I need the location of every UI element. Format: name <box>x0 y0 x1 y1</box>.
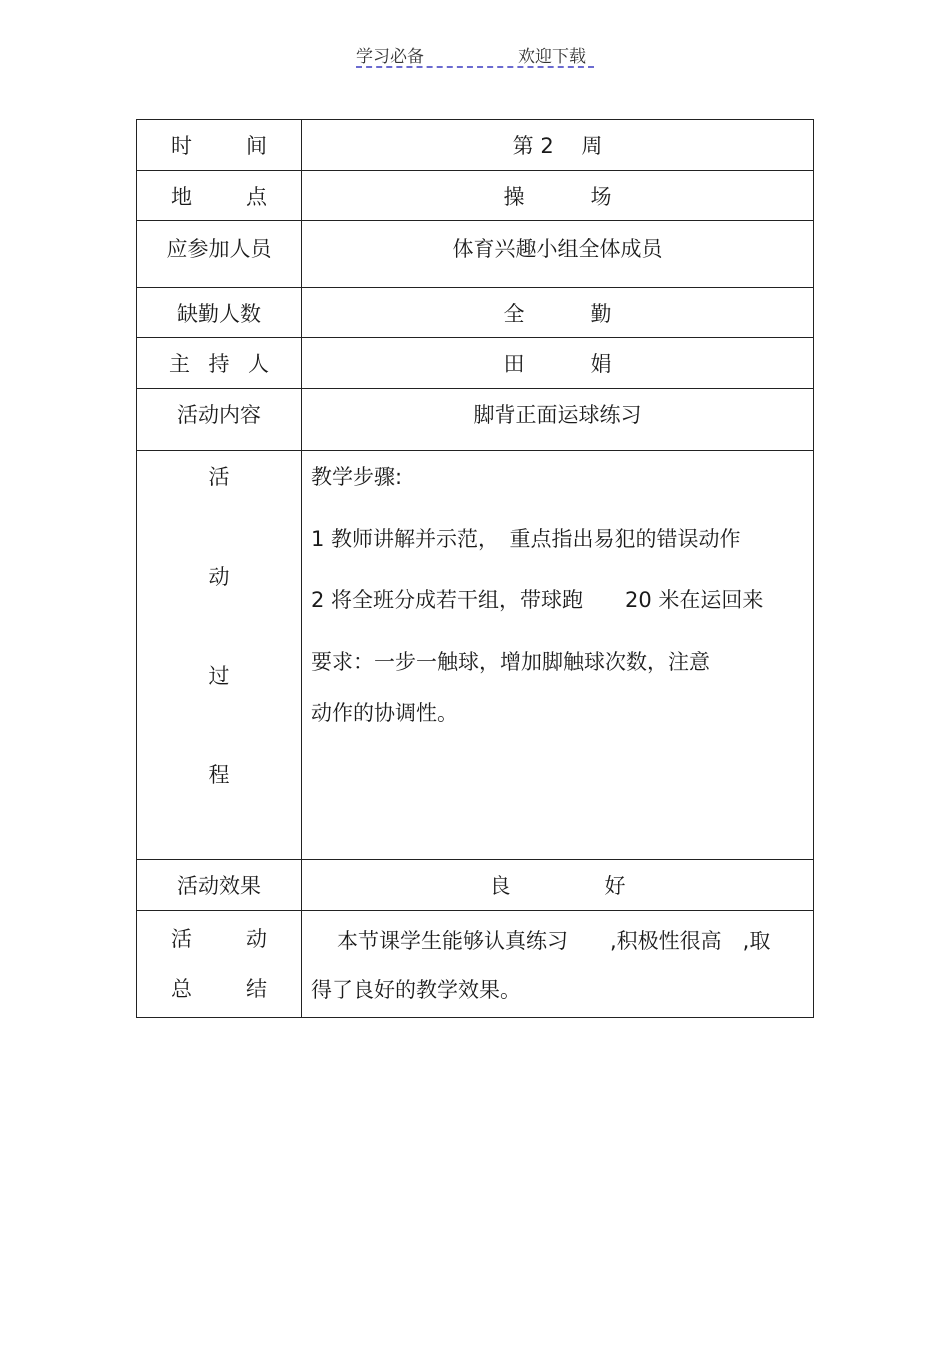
value-content <box>302 389 814 451</box>
activity-record-table <box>136 119 814 1018</box>
row-effect <box>137 860 814 911</box>
row-host <box>137 338 814 389</box>
label-absent <box>137 288 302 338</box>
label-time <box>137 120 302 171</box>
label-participants <box>137 221 302 288</box>
label-content-text: 活动内容 <box>177 403 261 427</box>
label-place <box>137 171 302 221</box>
label-place-char-2: 点 <box>246 184 267 209</box>
label-host-char-2: 持 <box>208 352 230 376</box>
label-host-char-3: 人 <box>248 352 269 376</box>
process-line-2: 1 教师讲解并示范， 重点指出易犯的错误动作 <box>311 527 741 551</box>
value-participants-text: 体育兴趣小组全体成员 <box>452 237 663 261</box>
value-host-char-2: 娟 <box>590 352 612 376</box>
label-process-char-1: 活 <box>208 465 230 489</box>
label-summary-char-4: 结 <box>246 977 267 1001</box>
header-left-text: 学习必备 <box>356 47 424 67</box>
label-absent-text: 缺勤人数 <box>177 301 261 326</box>
summary-line-2: 得了良好的教学效果。 <box>311 978 521 1002</box>
row-process <box>137 451 814 860</box>
label-process-char-4: 程 <box>208 763 230 787</box>
label-time-char-1: 时 <box>171 134 192 158</box>
value-place-char-2: 场 <box>590 184 612 209</box>
label-summary-char-3: 总 <box>171 977 192 1001</box>
process-line-3: 2 将全班分成若干组，带球跑 20 米在运回来 <box>311 588 764 612</box>
value-absent-char-1: 全 <box>503 301 525 326</box>
label-effect-text: 活动效果 <box>177 874 261 898</box>
process-line-4: 要求：一步一触球，增加脚触球次数，注意 <box>311 650 710 674</box>
row-time <box>137 120 814 171</box>
row-summary <box>137 911 814 1018</box>
label-process-char-3: 过 <box>208 664 230 688</box>
page-header <box>356 40 594 68</box>
value-process <box>302 451 814 860</box>
value-absent <box>302 288 814 338</box>
row-absent <box>137 288 814 338</box>
process-line-5: 动作的协调性。 <box>311 701 458 725</box>
value-effect <box>302 860 814 911</box>
label-content <box>137 389 302 451</box>
value-host-char-1: 田 <box>503 352 525 376</box>
label-time-char-2: 间 <box>246 134 267 158</box>
value-participants <box>302 221 814 288</box>
label-participants-text: 应参加人员 <box>166 237 272 261</box>
row-place <box>137 171 814 221</box>
row-content <box>137 389 814 451</box>
row-participants <box>137 221 814 288</box>
header-right-text: 欢迎下载 <box>518 47 586 67</box>
label-effect <box>137 860 302 911</box>
label-process-char-2: 动 <box>208 565 230 589</box>
label-host <box>137 338 302 389</box>
label-summary-char-1: 活 <box>171 927 192 951</box>
summary-line-1: 本节课学生能够认真练习 ,积极性很高 ,取 <box>316 929 771 953</box>
value-time <box>302 120 814 171</box>
value-place-char-1: 操 <box>503 184 525 209</box>
value-effect-char-2: 好 <box>604 874 626 898</box>
value-content-text: 脚背正面运球练习 <box>473 403 642 427</box>
value-place <box>302 171 814 221</box>
label-place-char-1: 地 <box>171 184 192 209</box>
value-effect-char-1: 良 <box>489 874 511 898</box>
label-summary-char-2: 动 <box>246 927 267 951</box>
label-summary <box>137 911 302 1018</box>
process-line-1: 教学步骤: <box>311 465 403 489</box>
value-time-text: 第 2 周 <box>512 134 603 158</box>
label-process <box>137 451 302 860</box>
value-absent-char-2: 勤 <box>590 301 612 326</box>
value-host <box>302 338 814 389</box>
value-summary <box>302 911 814 1018</box>
label-host-char-1: 主 <box>169 352 190 376</box>
